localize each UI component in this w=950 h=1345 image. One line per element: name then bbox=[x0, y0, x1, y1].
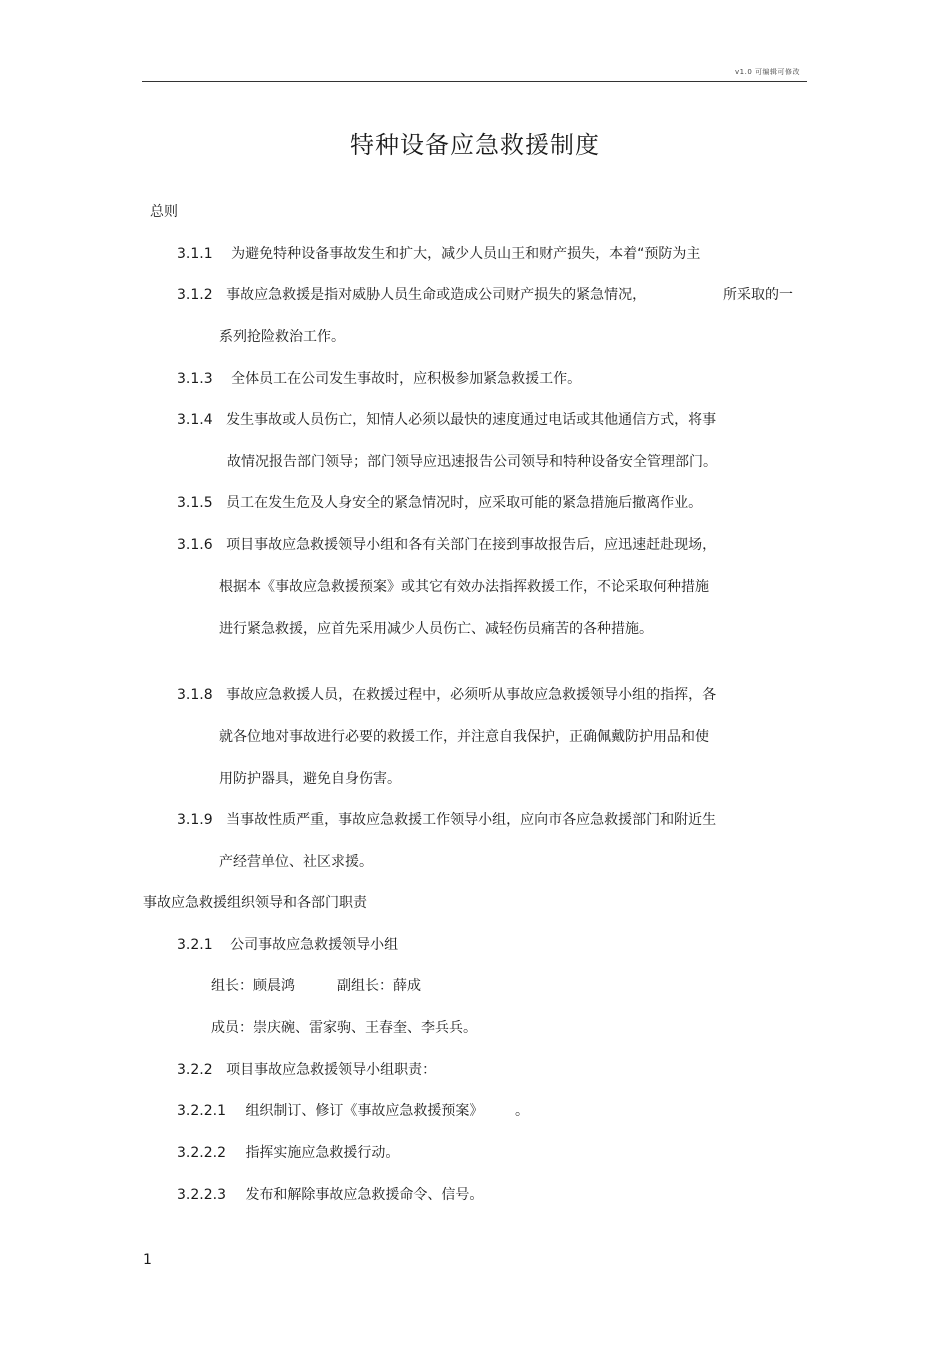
clause-text: 事故应急救援是指对威胁人员生命或造成公司财产损失的紧急情况， bbox=[226, 287, 647, 303]
clause-3-2-2 bbox=[177, 1061, 436, 1079]
clause-text: 发生事故或人员伤亡，知情人必须以最快的速度通过电话或其他通信方式，将事 bbox=[226, 412, 717, 428]
clause-continuation: 就各位地对事故进行必要的救援工作，并注意自我保护，正确佩戴防护用品和使 bbox=[219, 729, 709, 745]
clause-3-1-4 bbox=[177, 411, 716, 429]
clause-number: 3.2.2 bbox=[177, 1062, 213, 1078]
clause-number: 3.1.2 bbox=[177, 287, 213, 303]
clause-3-2-2-1 bbox=[177, 1102, 483, 1120]
team-leader: 组长：顾晨鸿 bbox=[211, 978, 295, 994]
clause-3-1-1 bbox=[177, 245, 700, 263]
clause-number: 3.2.1 bbox=[177, 937, 213, 953]
clause-number: 3.1.6 bbox=[177, 537, 213, 553]
clause-3-2-1 bbox=[177, 936, 398, 954]
clause-text-tail: 所采取的一 bbox=[723, 287, 793, 303]
clause-text: 当事故性质严重，事故应急救援工作领导小组，应向市各应急救援部门和附近生 bbox=[226, 812, 717, 828]
clause-continuation: 进行紧急救援，应首先采用减少人员伤亡、减轻伤员痛苦的各种措施。 bbox=[219, 621, 653, 637]
clause-number: 3.2.2.1 bbox=[177, 1103, 226, 1119]
clause-number: 3.1.4 bbox=[177, 412, 213, 428]
team-members: 成员：崇庆碗、雷家驹、王春奎、李兵兵。 bbox=[211, 1020, 477, 1036]
clause-number: 3.2.2.2 bbox=[177, 1145, 226, 1161]
team-deputy-leader: 副组长：薛成 bbox=[337, 978, 421, 994]
clause-number: 3.1.9 bbox=[177, 812, 213, 828]
clause-number: 3.1.8 bbox=[177, 687, 213, 703]
clause-text: 项目事故应急救援领导小组和各有关部门在接到事故报告后，应迅速赶赴现场， bbox=[226, 537, 717, 553]
clause-text: 发布和解除事故应急救援命令、信号。 bbox=[245, 1187, 484, 1203]
clause-text: 项目事故应急救援领导小组职责： bbox=[226, 1062, 437, 1078]
clause-number: 3.1.5 bbox=[177, 495, 213, 511]
document-title: 特种设备应急救援制度 bbox=[350, 131, 600, 159]
clause-text: 公司事故应急救援领导小组 bbox=[230, 937, 399, 953]
clause-continuation: 根据本《事故应急救援预案》或其它有效办法指挥救援工作，不论采取何种措施 bbox=[219, 579, 709, 595]
header-rule bbox=[142, 81, 807, 82]
clause-3-1-8 bbox=[177, 686, 716, 704]
clause-text: 为避免特种设备事故发生和扩大，减少人员山王和财产损失，本着“预防为主 bbox=[231, 246, 701, 262]
clause-3-1-6 bbox=[177, 536, 716, 554]
section-heading-org: 事故应急救援组织领导和各部门职责 bbox=[143, 895, 367, 911]
page-number: 1 bbox=[143, 1252, 152, 1268]
clause-continuation: 系列抢险救治工作。 bbox=[219, 329, 345, 345]
clause-continuation: 用防护器具，避免自身伤害。 bbox=[219, 771, 401, 787]
clause-text: 全体员工在公司发生事故时，应积极参加紧急救援工作。 bbox=[231, 371, 582, 387]
section-heading-general: 总则 bbox=[150, 204, 178, 220]
clause-3-1-9 bbox=[177, 811, 716, 829]
clause-text: 事故应急救援人员，在救援过程中，必须听从事故应急救援领导小组的指挥，各 bbox=[226, 687, 717, 703]
clause-3-1-2 bbox=[177, 286, 646, 304]
clause-3-2-2-3 bbox=[177, 1186, 483, 1204]
clause-continuation: 产经营单位、社区求援。 bbox=[219, 854, 373, 870]
clause-text: 指挥实施应急救援行动。 bbox=[245, 1145, 400, 1161]
clause-text: 组织制订、修订《事故应急救援预案》 bbox=[245, 1103, 484, 1119]
header-version-note: v1.0 可编辑可修改 bbox=[735, 68, 800, 76]
clause-3-2-2-2 bbox=[177, 1144, 399, 1162]
clause-number: 3.2.2.3 bbox=[177, 1187, 226, 1203]
clause-text-tail: 。 bbox=[515, 1103, 529, 1119]
clause-continuation: 故情况报告部门领导；部门领导应迅速报告公司领导和特种设备安全管理部门。 bbox=[227, 454, 717, 470]
clause-3-1-5 bbox=[177, 494, 702, 512]
clause-3-1-3 bbox=[177, 370, 581, 388]
clause-number: 3.1.1 bbox=[177, 246, 213, 262]
clause-text: 员工在发生危及人身安全的紧急情况时，应采取可能的紧急措施后撤离作业。 bbox=[226, 495, 703, 511]
clause-number: 3.1.3 bbox=[177, 371, 213, 387]
